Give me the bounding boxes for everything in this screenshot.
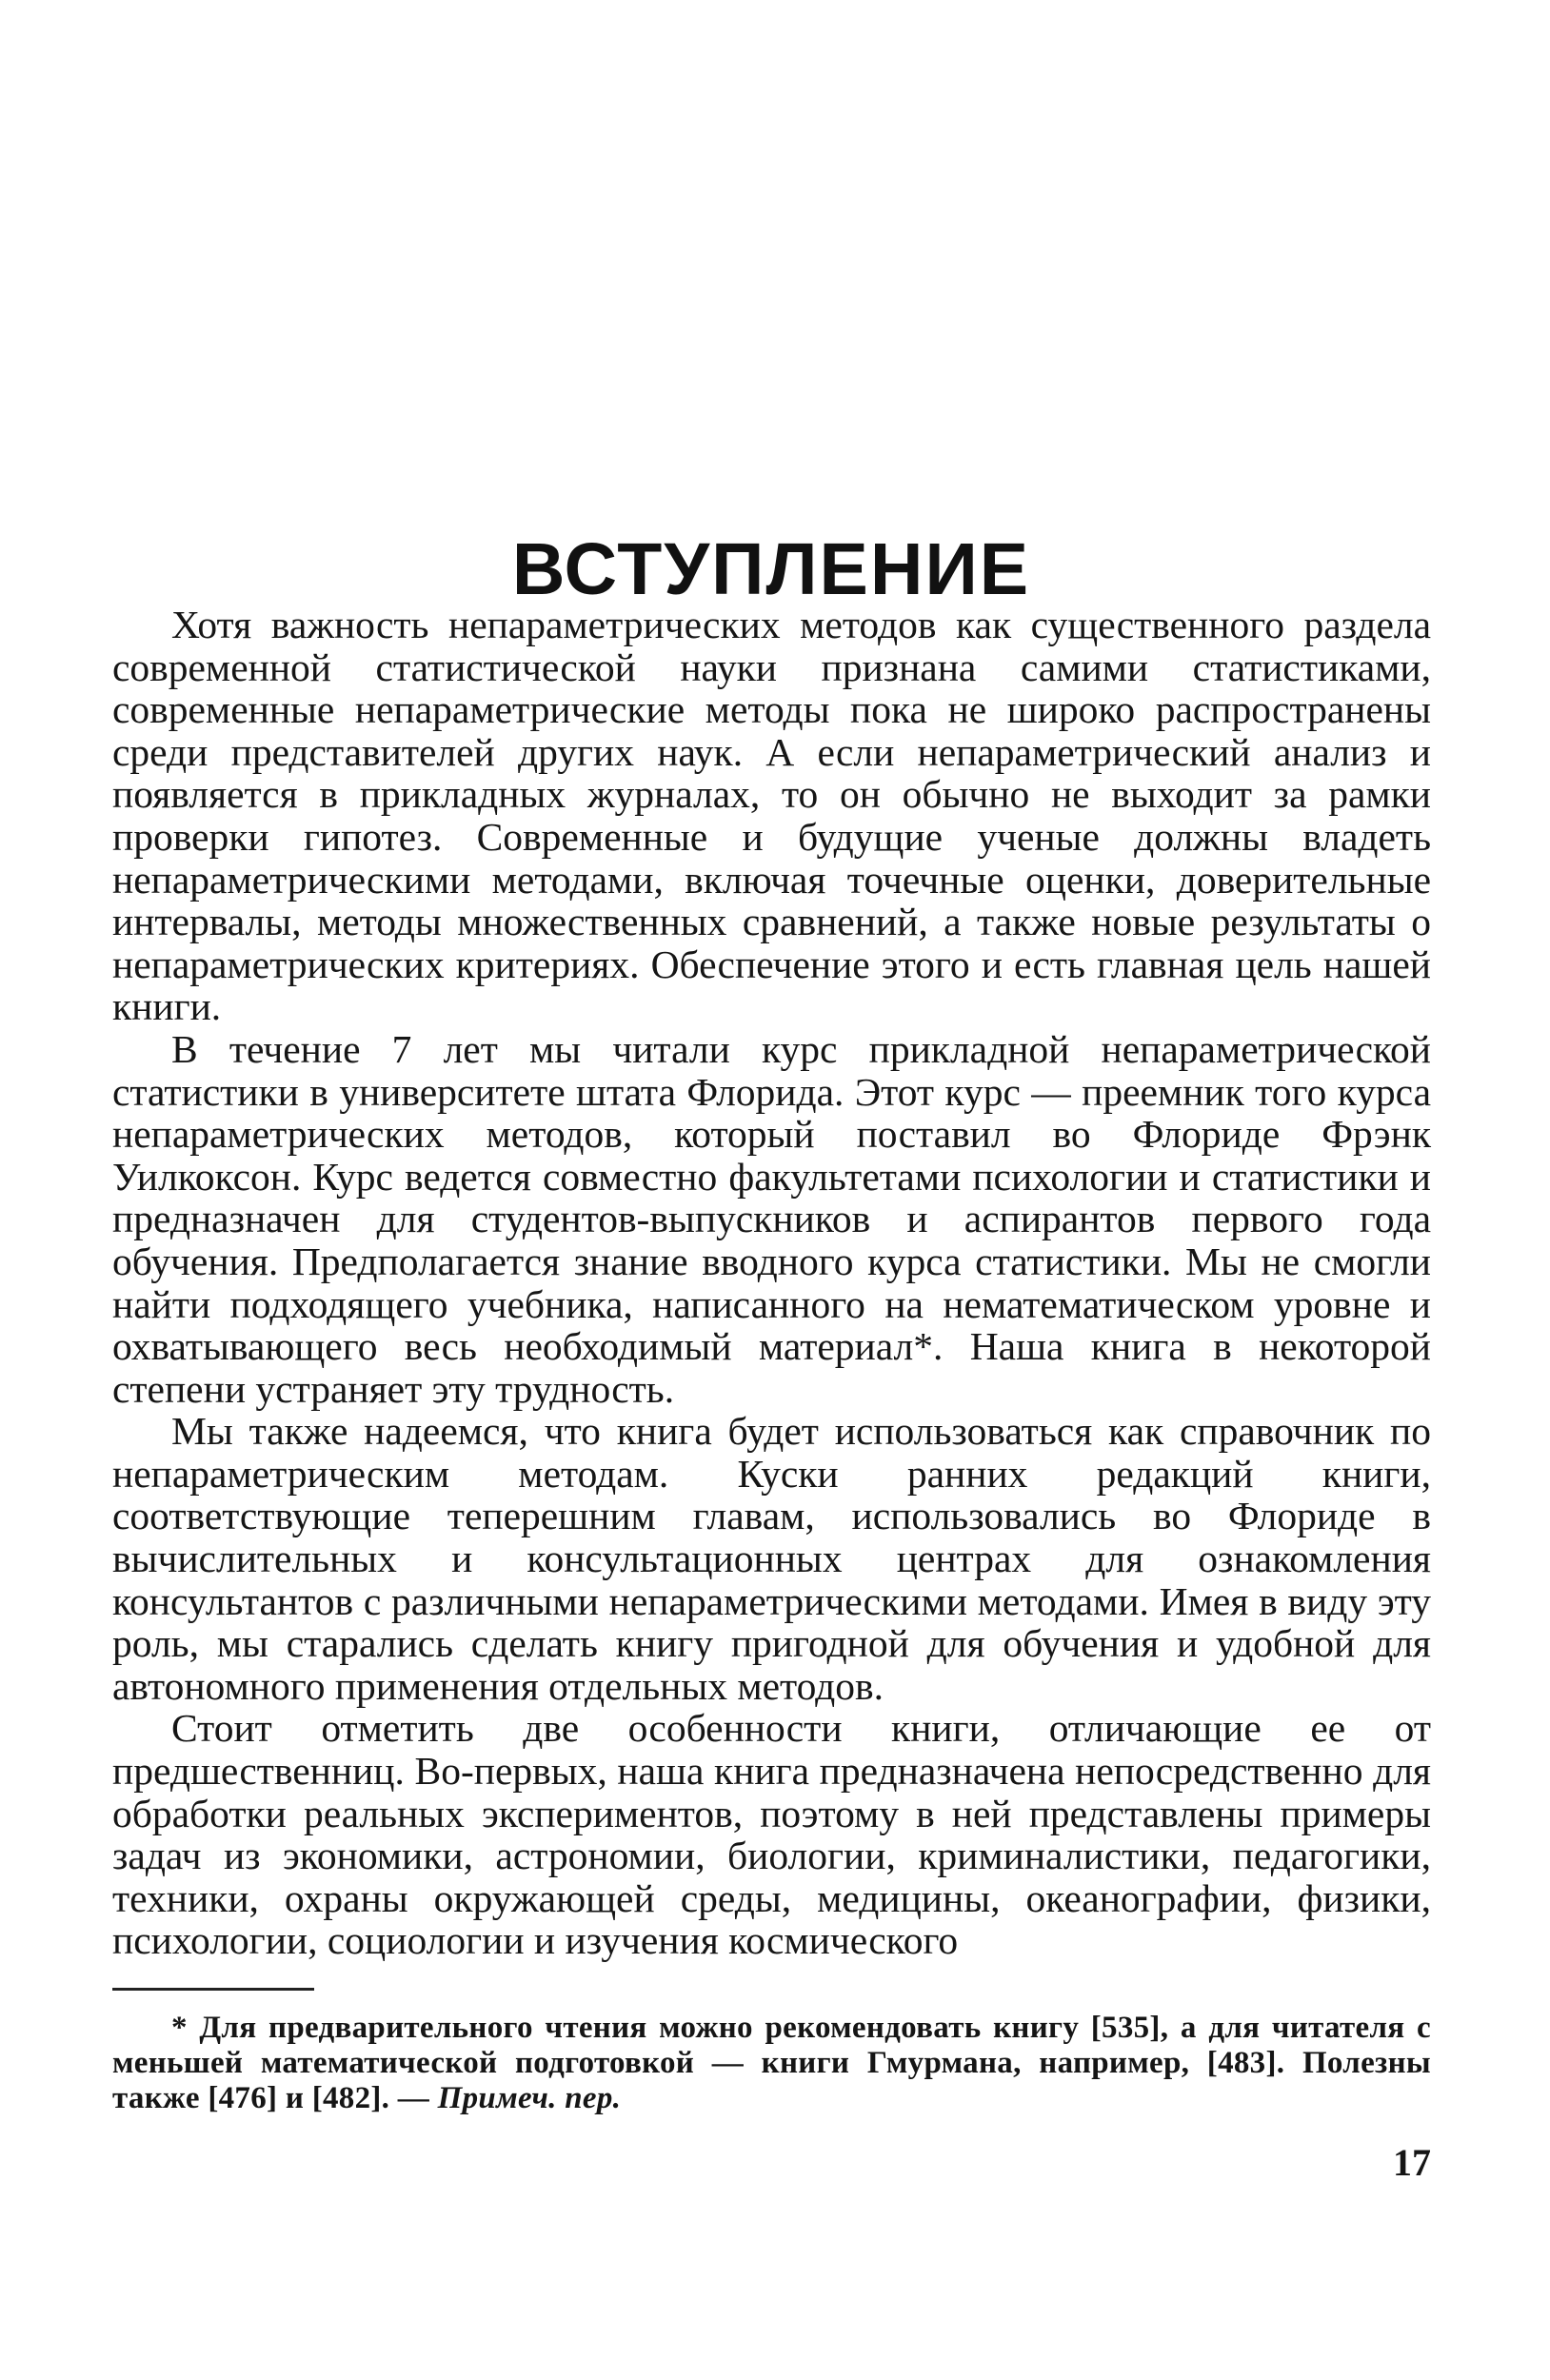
translator-note-label: Примеч. пер.	[437, 2081, 622, 2115]
footnote-separator	[112, 1988, 314, 1991]
footnote-paragraph	[112, 2011, 1431, 2116]
footnote	[112, 2011, 1431, 2116]
main-text	[112, 604, 1431, 1962]
chapter-title: ВСТУПЛЕНИЕ	[511, 527, 1031, 610]
paragraph-4: Стоит отметить две особенности книги, отличающие ее от предшественниц. Во-первых, наша книга предназначена непосредственно для обработки реальных экспериментов, поэтому в ней представлены примеры задач из экономики, астрономии, биологии, криминалистики, педагогики, техники, охраны окружающей среды, медицины, океанографии, физики, психологии, социологии и изучения космического	[112, 1706, 1431, 1963]
page-number: 17	[1393, 2141, 1431, 2184]
paragraph-3: Мы также надеемся, что книга будет использоваться как справочник по непараметрическим методам. Куски ранних редакций книги, соответствующие теперешним главам, использовались во Флориде в вычислительных и консультационных центрах для ознакомления консультантов с различными непараметрическими методами. Имея в виду эту роль, мы старались сделать книгу пригодной для обучения и удобной для автономного применения отдельных методов.	[112, 1409, 1431, 1708]
footnote-text: * Для предварительного чтения можно рекомендовать книгу [535], а для читателя с меньшей математической подготовкой — книги Гмурмана, например, [483]. Полезны также [476] и [482]. —	[112, 2011, 1431, 2115]
paragraph-1: Хотя важность непараметрических методов как существенного раздела современной статистической науки признана самими статистиками, современные непараметрические методы пока не широко распространены среди представителей других наук. А если непараметрический анализ и появляется в прикладных журналах, то он обычно не выходит за рамки проверки гипотез. Современные и будущие ученые должны владеть непараметрическими методами, включая точечные оценки, доверительные интервалы, методы множественных сравнений, а также новые результаты о непараметрических критериях. Обеспечение этого и есть главная цель нашей книги.	[112, 603, 1431, 1029]
paragraph-2: В течение 7 лет мы читали курс прикладной непараметрической статистики в университете штата Флорида. Этот курс — преемник того курса непараметрических методов, который поставил во Флориде Фрэнк Уилкоксон. Курс ведется совместно факультетами психологии и статистики и предназначен для студентов-выпускников и аспирантов первого года обучения. Предполагается знание вводного курса статистики. Мы не смогли найти подходящего учебника, написанного на нематематическом уровне и охватывающего весь необходимый материал*. Наша книга в некоторой степени устраняет эту трудность.	[112, 1026, 1431, 1411]
